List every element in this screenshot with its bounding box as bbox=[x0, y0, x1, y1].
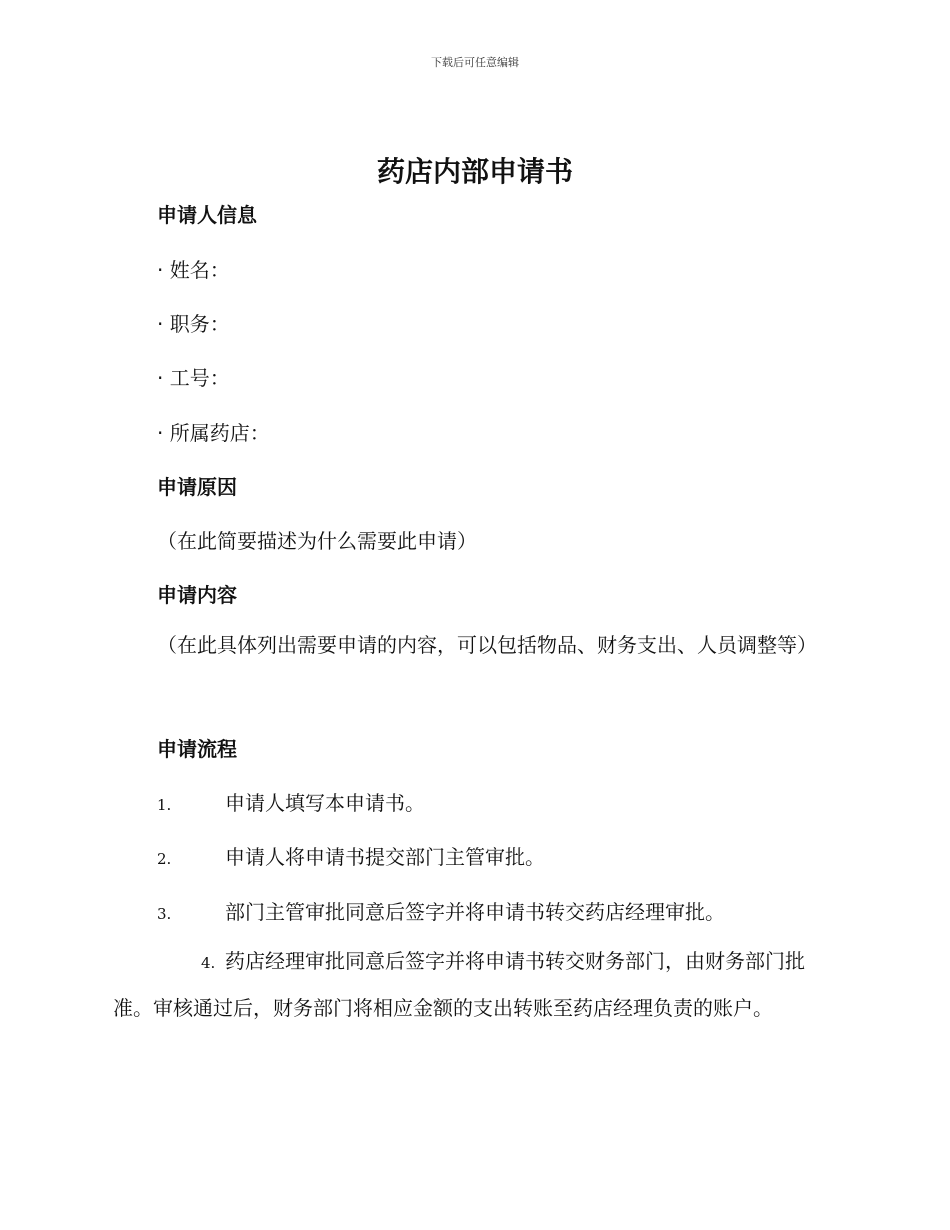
step-number: 1. bbox=[157, 796, 172, 814]
step-number: 2. bbox=[157, 850, 172, 868]
process-step bbox=[157, 841, 545, 870]
field-name: · 姓名： bbox=[157, 258, 230, 282]
field-pharmacy: · 所属药店： bbox=[157, 421, 270, 445]
process-step bbox=[157, 896, 725, 925]
reason-heading: 申请原因 bbox=[157, 475, 237, 499]
step-text: 申请人填写本申请书。 bbox=[225, 791, 425, 815]
applicant-info-heading: 申请人信息 bbox=[157, 203, 257, 227]
document-title: 药店内部申请书 bbox=[376, 155, 573, 188]
step-text: 部门主管审批同意后签字并将申请书转交药店经理审批。 bbox=[225, 900, 725, 924]
step-text: 申请人将申请书提交部门主管审批。 bbox=[225, 845, 545, 869]
content-heading: 申请内容 bbox=[157, 583, 237, 607]
step-text: 药店经理审批同意后签字并将申请书转交财务部门，由财务部门批准。审核通过后，财务部门将相应金额的支出转账至药店经理负责的账户。 bbox=[113, 949, 805, 1020]
reason-placeholder: （在此简要描述为什么需要此申请） bbox=[157, 529, 477, 553]
field-position: · 职务： bbox=[157, 312, 230, 336]
process-heading: 申请流程 bbox=[157, 737, 237, 761]
process-step bbox=[157, 787, 425, 816]
step-number: 3. bbox=[157, 905, 172, 923]
step-number: 4. bbox=[201, 954, 216, 972]
process-step bbox=[113, 939, 838, 1031]
field-employee-id: · 工号： bbox=[157, 366, 230, 390]
content-placeholder: （在此具体列出需要申请的内容，可以包括物品、财务支出、人员调整等） bbox=[157, 633, 817, 657]
header-note: 下载后可任意编辑 bbox=[431, 56, 519, 69]
